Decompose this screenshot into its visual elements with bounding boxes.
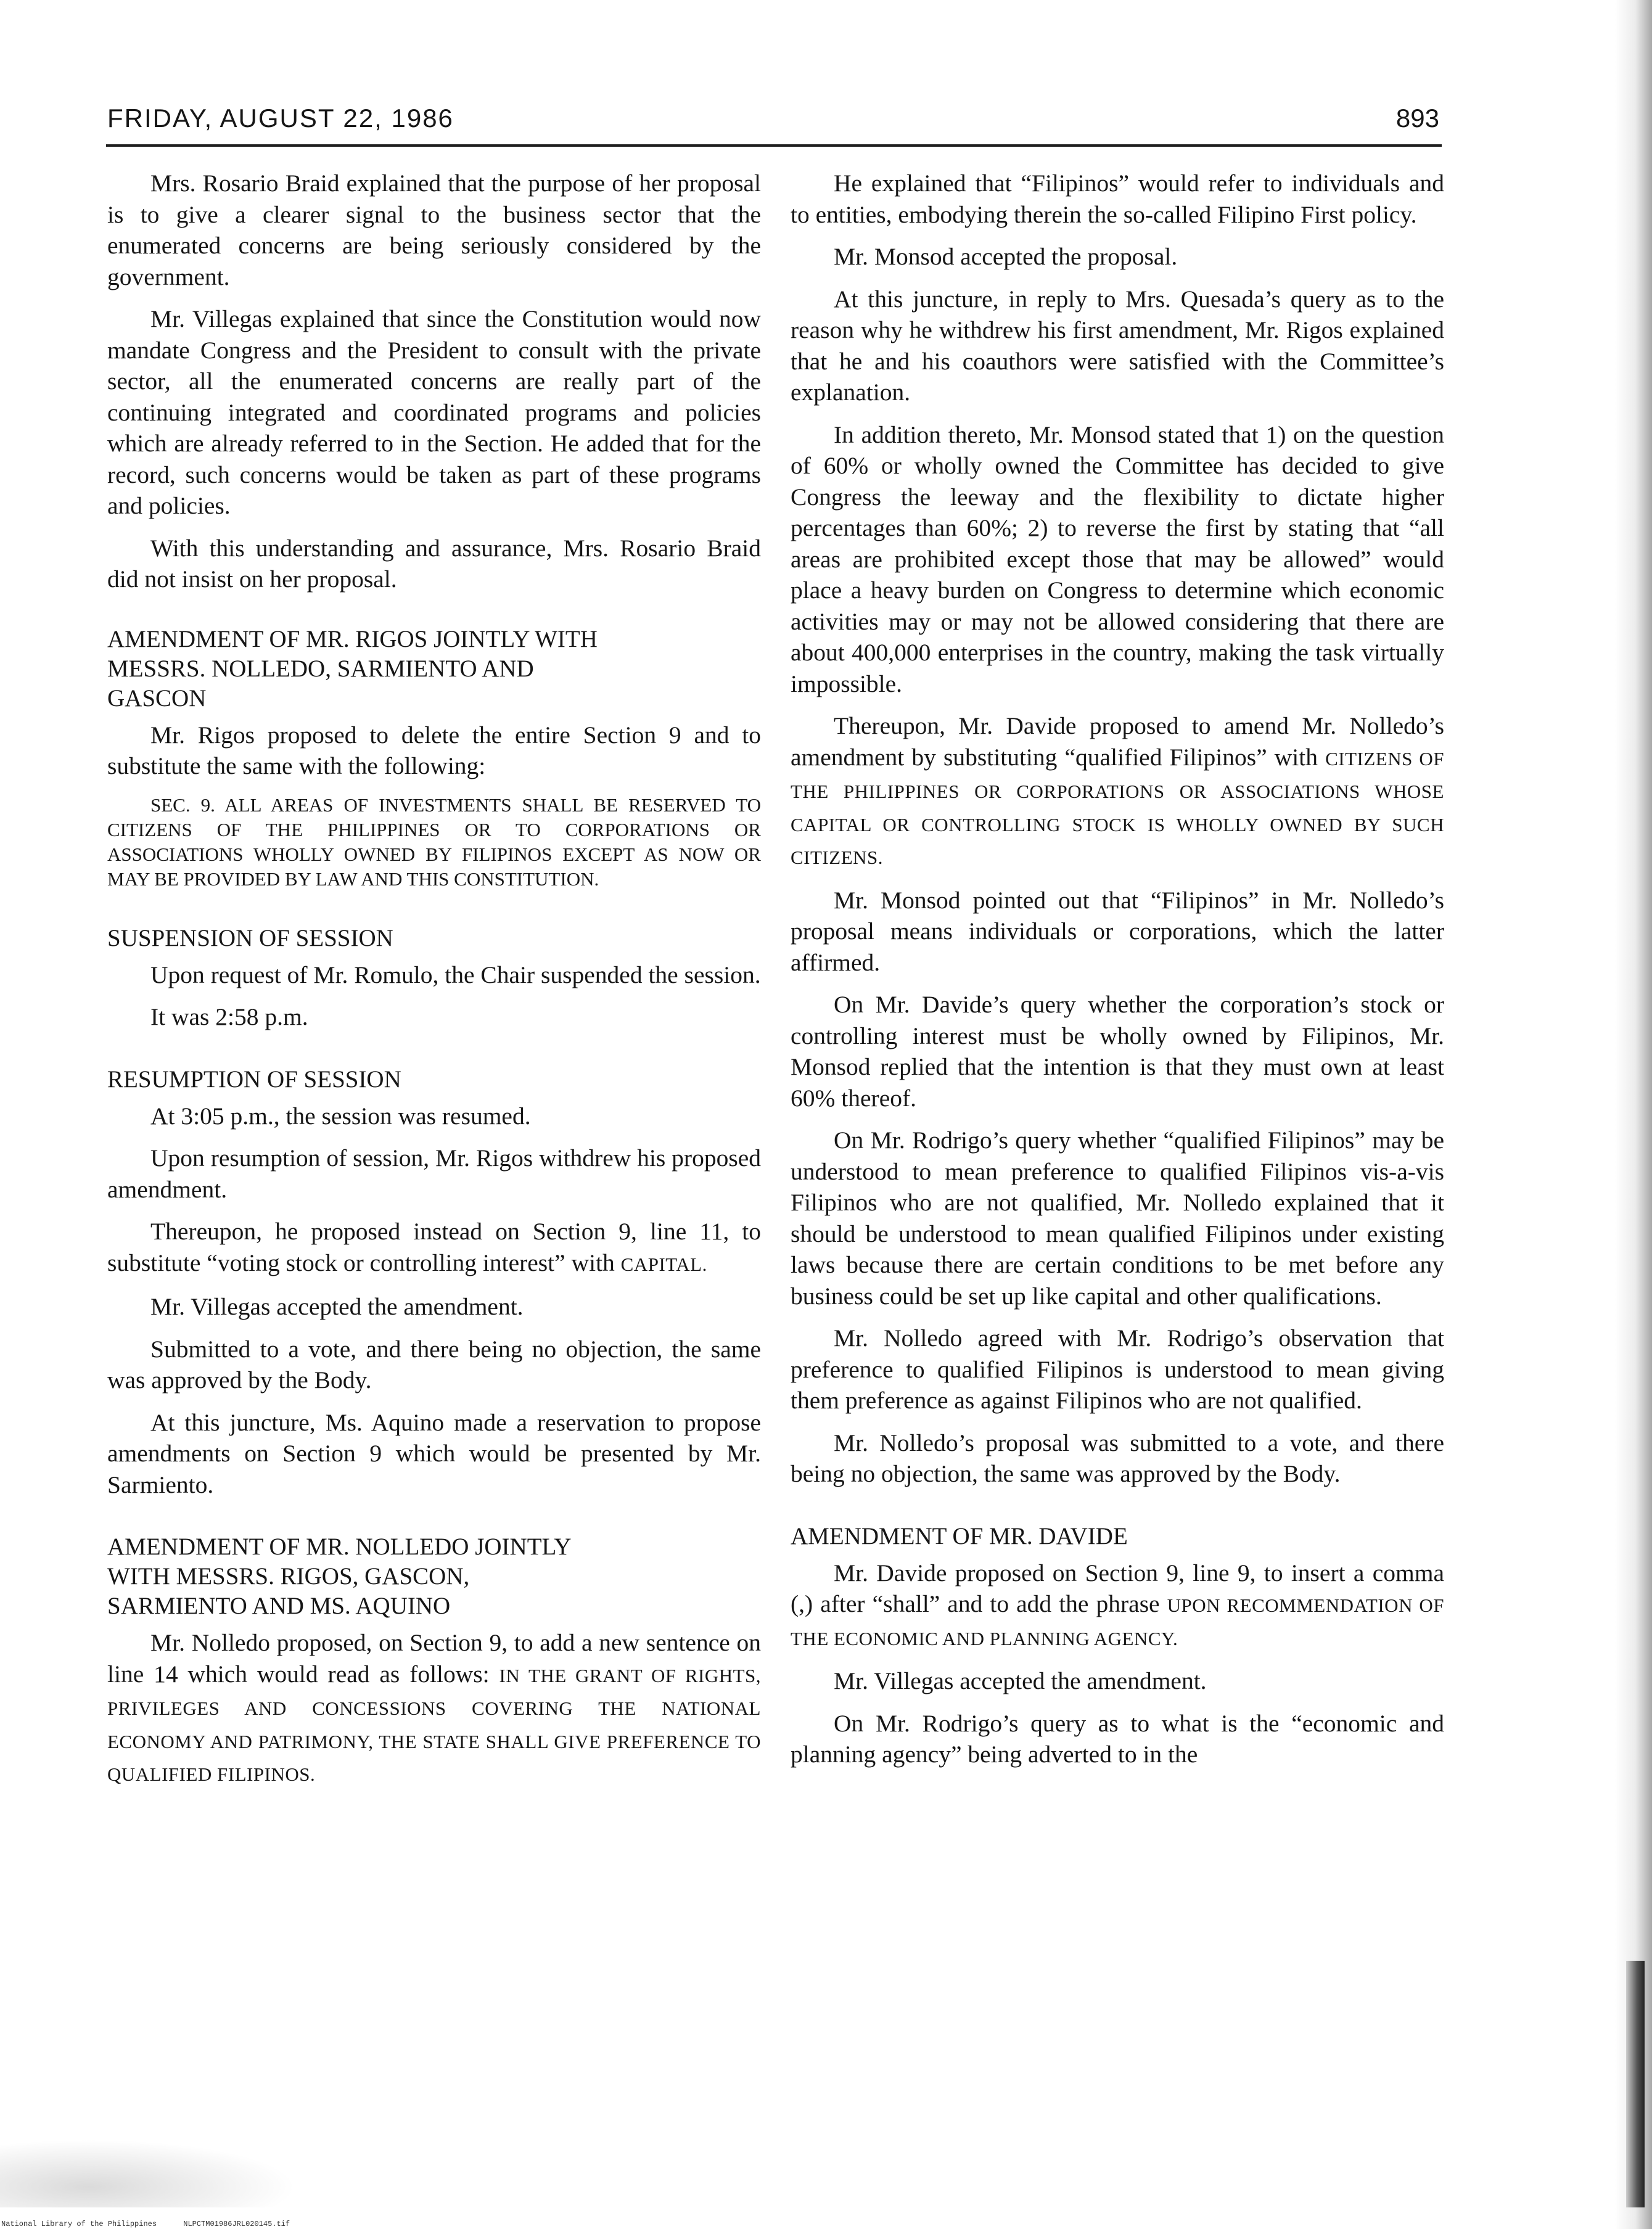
page-header xyxy=(107,104,1439,142)
quoted-section-9: SEC. 9. ALL AREAS OF INVESTMENTS SHALL BE RESERVED TO CITIZENS OF THE PHILIPPINES OR TO CORPORATIONS OR ASSOCIATIONS WHOLLY OWNED BY FILIPINOS EXCEPT AS NOW OR MAY BE PROVIDED BY LAW AND THIS CONSTITUTION. xyxy=(107,794,761,890)
small-caps-text: CITIZENS OF THE PHILIPPINES OR CORPORATIONS OR ASSOCIATIONS WHOSE CAPITAL OR CONTROLLING STOCK IS WHOLLY OWNED BY SUCH CITIZENS. xyxy=(791,747,1445,868)
paragraph: Mr. Monsod pointed out that “Filipinos” in Mr. Nolledo’s proposal means individuals or corporations, which the latter affirmed. xyxy=(791,886,1444,976)
paragraph-text: Thereupon, Mr. Davide proposed to amend Mr. Nolledo’s amendment by substituting “qualified Filipinos” with xyxy=(791,712,1444,771)
scan-edge-shadow xyxy=(1615,0,1652,2229)
footer-file-id: NLPCTM01986JRL020145.tif xyxy=(183,2220,290,2228)
paragraph: Upon resumption of session, Mr. Rigos withdrew his proposed amendment. xyxy=(107,1144,761,1203)
section-heading-nolledo-amendment: AMENDMENT OF MR. NOLLEDO JOINTLY WITH MESSRS. RIGOS, GASCON, SARMIENTO AND MS. AQUINO xyxy=(107,1533,571,1619)
paragraph: In addition thereto, Mr. Monsod stated that 1) on the question of 60% or wholly owned the Committee has decided to give Congress the leeway and the flexibility to dictate higher percentages than 60%; 2) to reverse the first by stating that “all areas are prohibited except those that may be allowed” would place a heavy burden on Congress to determine which economic activities may or may not be allowed considering that there are about 400,000 enterprises in the country, making the task virtually impossible. xyxy=(791,421,1444,697)
paragraph: It was 2:58 p.m. xyxy=(150,1003,308,1030)
section-heading-rigos-amendment: AMENDMENT OF MR. RIGOS JOINTLY WITH MESSRS. NOLLEDO, SARMIENTO AND GASCON xyxy=(107,625,598,712)
paragraph: Mr. Monsod accepted the proposal. xyxy=(834,243,1178,270)
left-column xyxy=(107,168,761,1802)
paragraph: With this understanding and assurance, Mrs. Rosario Braid did not insist on her proposal. xyxy=(107,534,761,593)
paragraph xyxy=(791,710,1444,874)
paragraph-text: Thereupon, he proposed instead on Section 9, line 11, to substitute “voting stock or controlling interest” with xyxy=(107,1218,761,1276)
paragraph: Mrs. Rosario Braid explained that the purpose of her proposal is to give a clearer signal to the business sector that the enumerated concerns are being seriously considered by the government. xyxy=(107,170,761,290)
paragraph: Mr. Rigos proposed to delete the entire Section 9 and to substitute the same with the following: xyxy=(107,721,761,779)
paragraph: Mr. Nolledo agreed with Mr. Rodrigo’s observation that preference to qualified Filipinos is understood to mean giving them preference as against Filipinos who are not qualified. xyxy=(791,1324,1444,1414)
small-caps-text: UPON RECOMMENDATION OF THE ECONOMIC AND PLANNING AGENCY. xyxy=(791,1595,1444,1649)
paragraph: On Mr. Rodrigo’s query as to what is the “economic and planning agency” being adverted to in the xyxy=(791,1709,1444,1768)
paragraph: Mr. Nolledo’s proposal was submitted to a vote, and there being no objection, the same was approved by the Body. xyxy=(791,1429,1444,1487)
paragraph: Submitted to a vote, and there being no objection, the same was approved by the Body. xyxy=(107,1335,761,1394)
paragraph: He explained that “Filipinos” would refer to individuals and to entities, embodying therein the so-called Filipino First policy. xyxy=(791,170,1444,228)
paragraph: Upon request of Mr. Romulo, the Chair suspended the session. xyxy=(150,961,761,988)
paragraph: On Mr. Davide’s query whether the corporation’s stock or controlling interest must be wholly owned by Filipinos, Mr. Monsod replied that the intention is that they must own at least 60% thereof. xyxy=(791,991,1444,1112)
paragraph-text: Mr. Davide proposed on Section 9, line 9, to insert a comma (,) after “shall” and to add the phrase xyxy=(791,1559,1444,1617)
paragraph: On Mr. Rodrigo’s query whether “qualified Filipinos” may be understood to mean preference to qualified Filipinos vis-a-vis Filipinos who are not qualified, Mr. Nolledo explained that it should be understood to mean qualified Filipinos under existing laws because there are certain conditions to be met before any business could be set up like capital and other qualifications. xyxy=(791,1127,1444,1310)
page-date: FRIDAY, AUGUST 22, 1986 xyxy=(107,104,454,133)
paragraph xyxy=(107,1627,761,1791)
section-heading-resumption: RESUMPTION OF SESSION xyxy=(107,1065,401,1093)
paragraph: Mr. Villegas accepted the amendment. xyxy=(150,1293,524,1320)
paragraph: Mr. Villegas accepted the amendment. xyxy=(834,1667,1207,1694)
scan-binding-shadow xyxy=(1626,1961,1645,2207)
paragraph xyxy=(791,1558,1444,1655)
paragraph: Mr. Villegas explained that since the Constitution would now mandate Congress and the President to consult with the private sector, all the enumerated concerns are really part of the continuing integrated and coordinated programs and policies which are already referred to in the Section. He added that for the record, such concerns would be taken as part of these programs and policies. xyxy=(107,305,761,519)
paragraph-text: Mr. Nolledo proposed, on Section 9, to add a new sentence on line 14 which would read as follows: xyxy=(107,1629,761,1688)
header-rule xyxy=(106,144,1442,147)
scan-footer xyxy=(1,2220,312,2229)
paragraph: At 3:05 p.m., the session was resumed. xyxy=(150,1102,531,1130)
paragraph xyxy=(107,1216,761,1280)
page-number: 893 xyxy=(1395,104,1439,133)
footer-library: National Library of the Philippines xyxy=(1,2220,157,2228)
small-caps-text: CAPITAL. xyxy=(620,1253,707,1275)
section-heading-davide-amendment: AMENDMENT OF MR. DAVIDE xyxy=(791,1522,1128,1550)
small-caps-text: IN THE GRANT OF RIGHTS, PRIVILEGES AND CONCESSIONS COVERING THE NATIONAL ECONOMY AND PATRIMONY, THE STATE SHALL GIVE PREFERENCE TO QUALIFIED FILIPINOS. xyxy=(107,1664,762,1785)
paragraph: At this juncture, Ms. Aquino made a reservation to propose amendments on Section 9 which would be presented by Mr. Sarmiento. xyxy=(107,1408,761,1498)
paragraph: At this juncture, in reply to Mrs. Quesada’s query as to the reason why he withdrew his first amendment, Mr. Rigos explained that he and his coauthors were satisfied with the Committee’s explanation. xyxy=(791,285,1444,406)
right-column xyxy=(791,168,1444,1781)
section-heading-suspension: SUSPENSION OF SESSION xyxy=(107,924,393,951)
scan-smudge xyxy=(0,2140,296,2207)
